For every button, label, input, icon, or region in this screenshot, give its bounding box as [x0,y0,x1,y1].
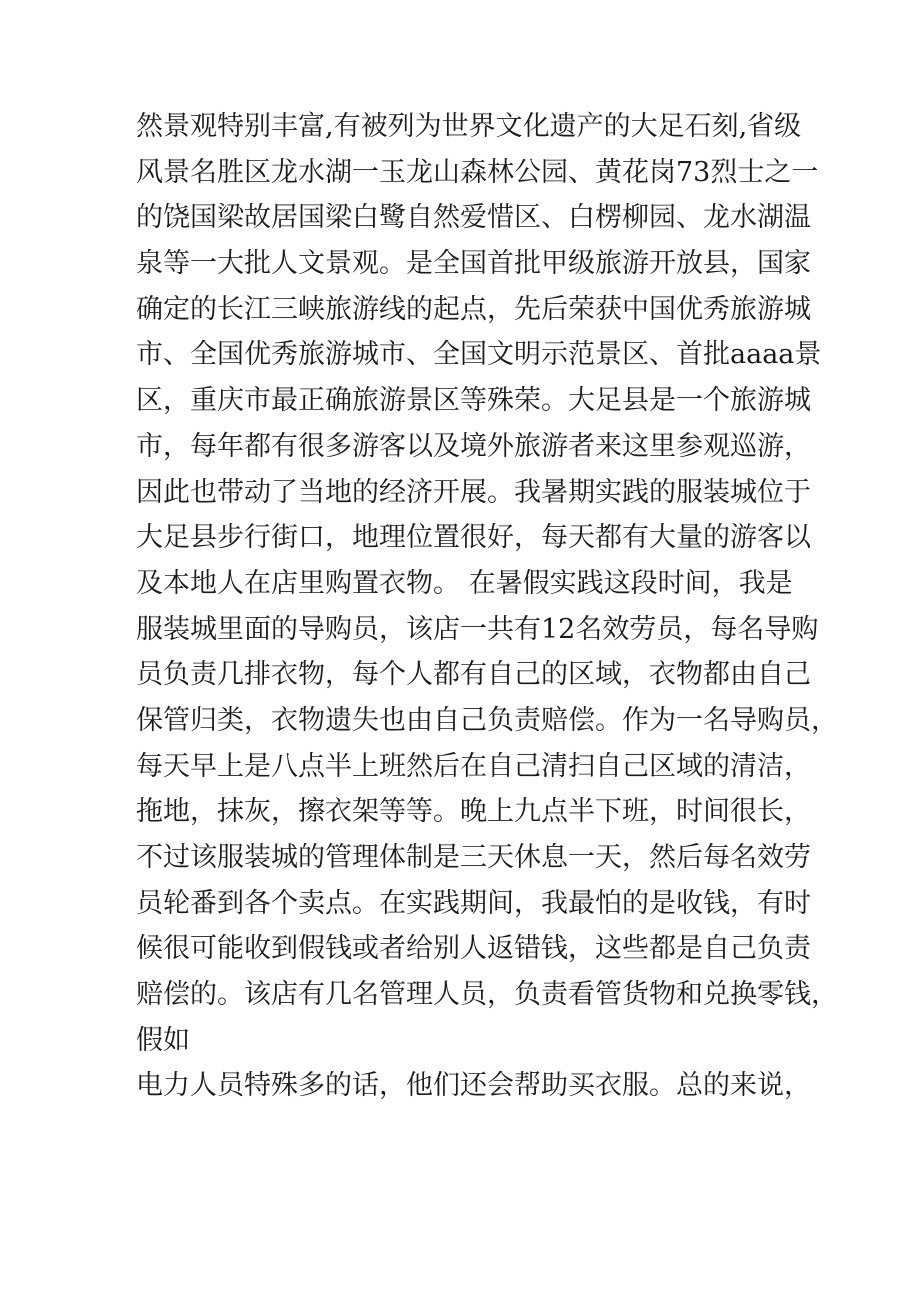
body-text [136,104,838,1109]
text-line-7: 区，重庆市最正确旅游景区等殊荣。大足县是一个旅游城 [136,385,811,417]
text-line-3: 的饶国梁故居国梁白鹭自然爱惜区、白楞柳园、龙水湖温 [136,202,811,234]
text-line-2: 风景名胜区龙水湖一玉龙山森林公园、黄花岗73烈士之一 [136,156,819,188]
text-line-5: 确定的长江三峡旅游线的起点，先后荣获中国优秀旅游城 [136,293,811,325]
text-line-8: 市，每年都有很多游客以及境外旅游者来这里参观巡游， [136,430,811,462]
text-line-9: 因此也带动了当地的经济开展。我暑期实践的服装城位于 [136,476,811,508]
text-line-15: 每天早上是八点半上班然后在自己清扫自己区域的清洁， [136,750,811,782]
text-line-19: 候很可能收到假钱或者给别人返错钱，这些都是自己负责 [136,933,811,965]
text-line-10: 大足县步行街口，地理位置很好，每天都有大量的游客以 [136,522,811,554]
text-line-1: 然景观特别丰富,有被列为世界文化遗产的大足石刻,省级 [136,111,802,142]
text-line-17: 不过该服装城的管理体制是三天休息一天，然后每名效劳 [136,842,811,873]
text-line-6: 市、全国优秀旅游城市、全国文明示范景区、首批aaaa景 [136,339,822,371]
text-line-11: 及本地人在店里购置衣物。 在暑假实践这段时间，我是 [136,567,793,599]
text-line-14: 保管归类，衣物遗失也由自己负责赔偿。作为一名导购员， [136,704,838,736]
text-line-18: 员轮番到各个卖点。在实践期间，我最怕的是收钱，有时 [136,887,811,919]
text-line-21: 假如 [136,1024,190,1056]
text-line-13: 员负责几排衣物，每个人都有自己的区域，衣物都由自己 [136,659,811,691]
text-line-12: 服装城里面的导购员，该店一共有12名效劳员，每名导购 [136,613,819,645]
text-line-22: 电力人员特殊多的话，他们还会帮助买衣服。总的来说， [136,1070,811,1102]
text-line-20: 赔偿的。该店有几名管理人员，负责看管货物和兑换零钱， [136,979,838,1011]
text-line-4: 泉等一大批人文景观。是全国首批甲级旅游开放县，国家 [136,248,811,280]
text-line-16: 拖地，抹灰，擦衣架等等。晚上九点半下班，时间很长， [136,796,811,828]
